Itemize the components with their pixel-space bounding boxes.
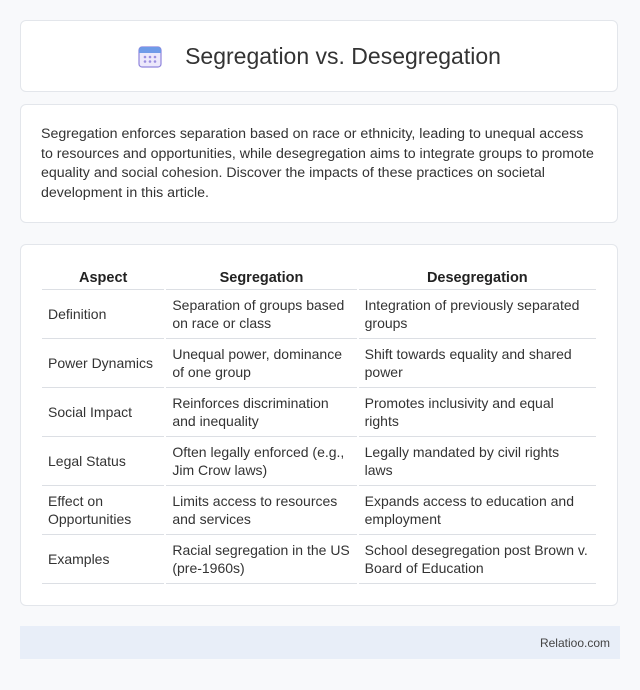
header-aspect: Aspect xyxy=(42,265,164,290)
table-header-row xyxy=(42,265,596,290)
cell-aspect: Definition xyxy=(42,290,164,339)
table-row xyxy=(42,290,596,339)
cell-aspect: Effect on Opportunities xyxy=(42,486,164,535)
header-segregation: Segregation xyxy=(166,265,356,290)
intro-text: Segregation enforces separation based on race or ethnicity, leading to unequal access to resources and opportunities, while desegregation aims to integrate groups to promote equality and social cohesion. Discover the impacts of these practices on societal development in this article. xyxy=(41,126,594,201)
cell-segregation: Separation of groups based on race or class xyxy=(166,290,356,339)
cell-desegregation: Expands access to education and employment xyxy=(359,486,596,535)
table-row xyxy=(42,437,596,486)
footer xyxy=(20,626,620,659)
cell-segregation: Reinforces discrimination and inequality xyxy=(166,388,356,437)
cell-desegregation: Integration of previously separated groups xyxy=(359,290,596,339)
title-card xyxy=(20,20,618,92)
intro-card xyxy=(20,104,618,223)
table-row xyxy=(42,486,596,535)
cell-desegregation: School desegregation post Brown v. Board of Education xyxy=(359,535,596,584)
comparison-card xyxy=(20,244,618,606)
footer-brand: Relatioo.com xyxy=(539,635,610,650)
cell-desegregation: Promotes inclusivity and equal rights xyxy=(359,388,596,437)
cell-segregation: Often legally enforced (e.g., Jim Crow laws) xyxy=(166,437,356,486)
page-title: Segregation vs. Desegregation xyxy=(185,42,501,69)
cell-segregation: Limits access to resources and services xyxy=(166,486,356,535)
cell-aspect: Examples xyxy=(42,535,164,584)
table-row xyxy=(42,388,596,437)
calendar-icon xyxy=(137,43,163,69)
comparison-table xyxy=(40,265,598,584)
cell-aspect: Legal Status xyxy=(42,437,164,486)
cell-desegregation: Legally mandated by civil rights laws xyxy=(359,437,596,486)
table-row xyxy=(42,535,596,584)
cell-segregation: Unequal power, dominance of one group xyxy=(166,339,356,388)
header-desegregation: Desegregation xyxy=(359,265,596,290)
title-wrap xyxy=(137,43,501,70)
cell-desegregation: Shift towards equality and shared power xyxy=(359,339,596,388)
cell-aspect: Social Impact xyxy=(42,388,164,437)
table-row xyxy=(42,339,596,388)
cell-aspect: Power Dynamics xyxy=(42,339,164,388)
cell-segregation: Racial segregation in the US (pre-1960s) xyxy=(166,535,356,584)
